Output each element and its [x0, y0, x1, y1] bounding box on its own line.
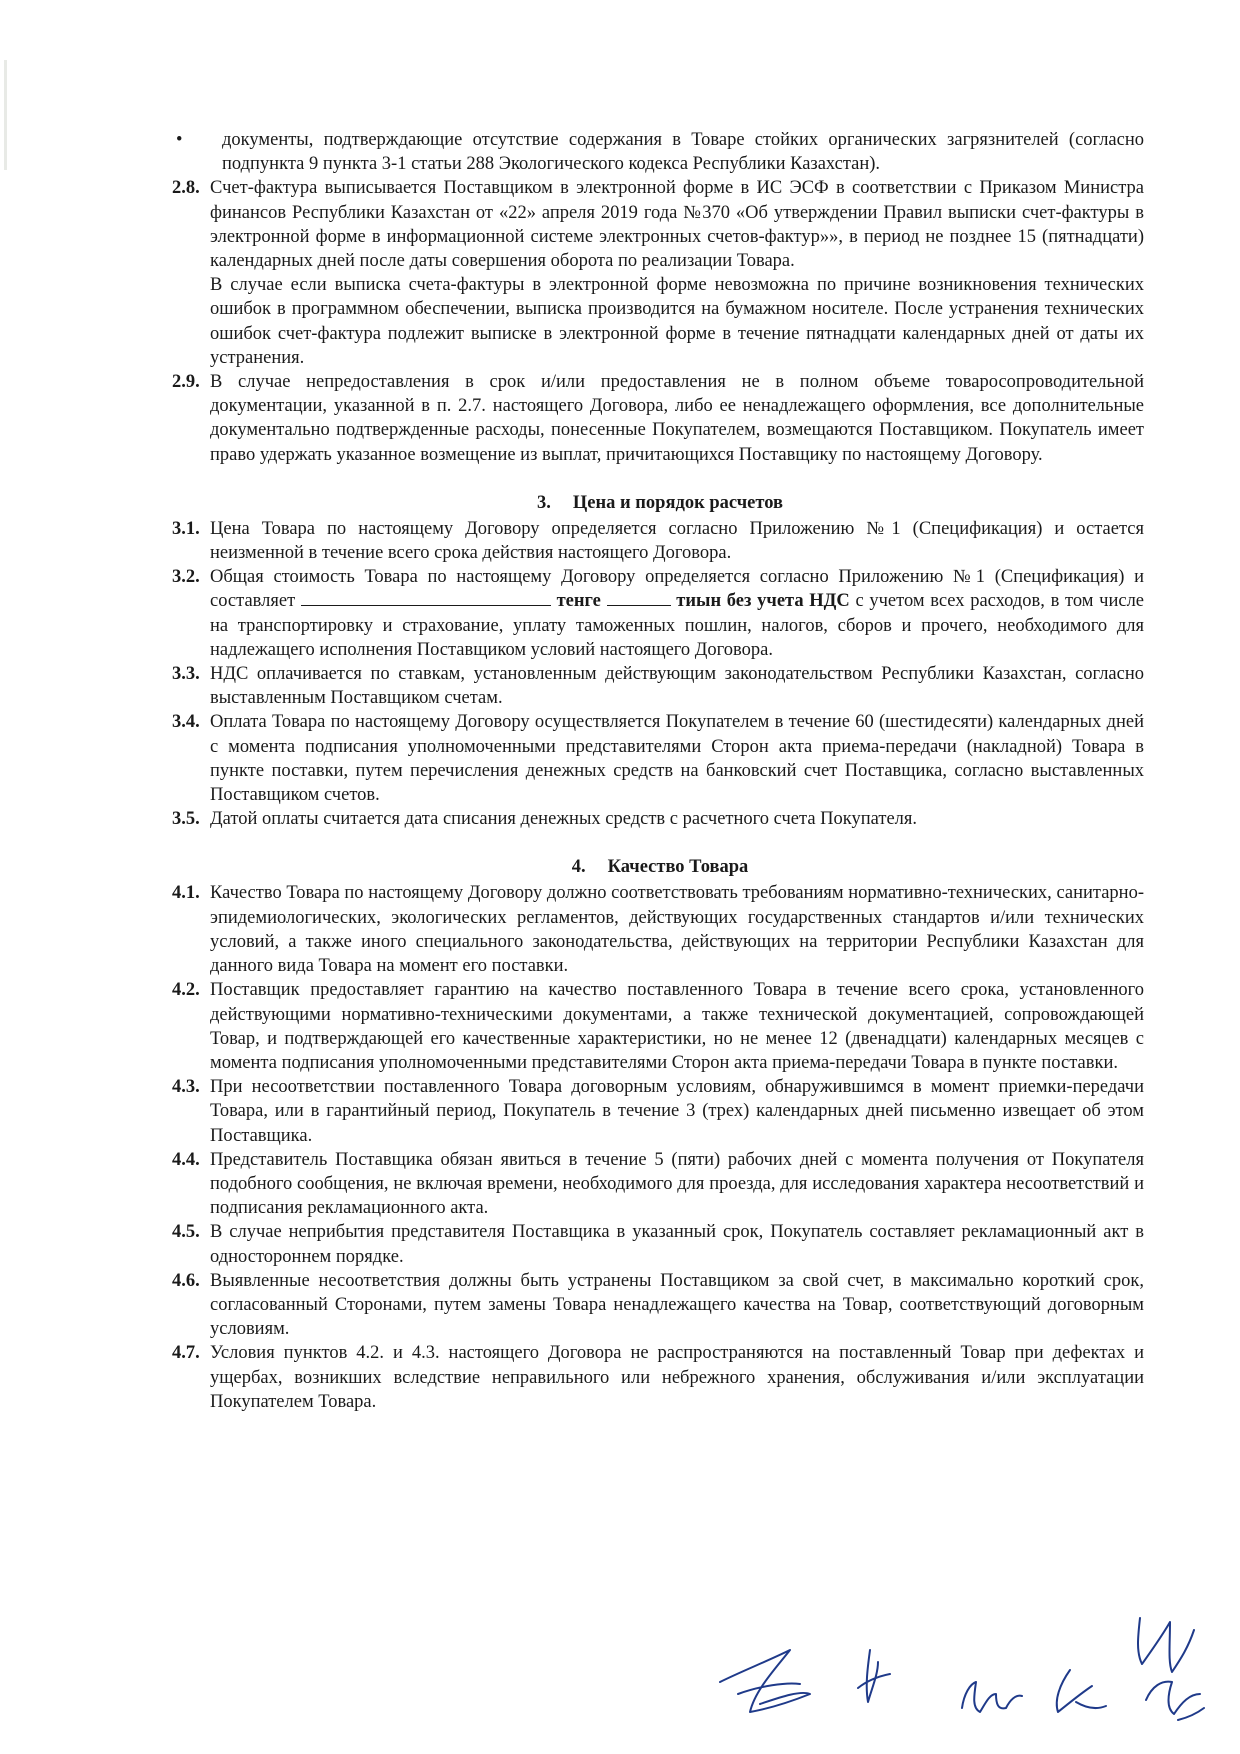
- signature-mark-3: [962, 1682, 1022, 1712]
- clause-number: 3.3.: [172, 664, 200, 685]
- clause-text: При несоответствии поставленного Товара договорным условиям, обнаружившимся в момент приемки-передачи Товара, или в гарантийный период, Покупатель в течение 3 (трех) календарных дней письменно извещает об этом Поставщика.: [210, 1077, 1144, 1146]
- signature-mark-5: [1138, 1618, 1204, 1720]
- section-heading: Качество Товара: [607, 857, 749, 878]
- clause-2-8: [172, 176, 1144, 370]
- clause-text-part: Общая стоимость Товара по настоящему Договору определяется согласно Приложению №1 (Спецификация) и составляет: [210, 567, 1144, 612]
- clause-number: 3.2.: [172, 567, 200, 588]
- bullet-marker: •: [176, 130, 183, 150]
- currency-tenge: тенге: [556, 591, 601, 612]
- clause-4-4: [172, 1148, 1144, 1221]
- clause-3-3: [172, 662, 1144, 710]
- clause-text-part: с учетом всех расходов, в том числе на транспортировку и страхование, уплату таможенных пошлин, налогов, сборов и прочего, необходимого для надлежащего исполнения Поставщиком условий настоящего Договора.: [210, 591, 1145, 660]
- signature-mark-4: [1057, 1670, 1106, 1712]
- clause-4-7: [172, 1341, 1144, 1414]
- clause-3-1: [172, 517, 1144, 565]
- section-title-4: [176, 855, 1144, 881]
- bullet-item: [176, 128, 1144, 176]
- clause-number: 2.9.: [172, 372, 200, 393]
- section-number: 4.: [571, 857, 586, 878]
- clause-text: В случае непредоставления в срок и/или предоставления не в полном объеме товаросопроводительной документации, указанной в п. 2.7. настоящего Договора, либо ее ненадлежащего оформления, все дополнительные документально подтвержденные расходы, понесенные Покупателем, возмещаются Поставщиком. Покупатель имеет право удержать указанное возмещение из выплат, причитающихся Поставщику по настоящему Договору.: [210, 372, 1144, 465]
- clause-text: Выявленные несоответствия должны быть устранены Поставщиком за свой счет, в максимально короткий срок, согласованный Сторонами, путем замены Товара ненадлежащего качества на Товар, соответствующий договорным условиям.: [210, 1270, 1144, 1340]
- section-number: 3.: [536, 492, 551, 513]
- clause-3-2: [172, 565, 1145, 662]
- currency-tiyn-no-vat: тиын без учета НДС: [676, 591, 850, 612]
- clause-4-5: [172, 1220, 1144, 1268]
- signature-mark-1: [720, 1650, 810, 1712]
- section-title-3: [176, 491, 1144, 517]
- clause-number: 4.6.: [172, 1270, 200, 1291]
- clause-number: 3.4.: [172, 712, 200, 733]
- clause-3-4: [172, 710, 1144, 807]
- clause-text: Оплата Товара по настоящему Договору осуществляется Покупателем в течение 60 (шестидесяти) календарных дней с момента подписания уполномоченными представителями Сторон акта приема-передачи (накладной) Товара в пункте поставки, путем перечисления денежных средств на банковский счет Поставщика, согласно выставленных Поставщиком счетов.: [210, 712, 1144, 806]
- section-heading: Цена и порядок расчетов: [572, 492, 784, 513]
- clause-number: 2.8.: [172, 178, 200, 199]
- clause-number: 3.1.: [172, 518, 200, 539]
- clause-number: 3.5.: [172, 809, 200, 830]
- clause-text: В случае неприбытия представителя Поставщика в указанный срок, Покупатель составляет рекламационный акт в одностороннем порядке.: [210, 1222, 1144, 1267]
- amount-blank-tiyn: [607, 589, 671, 606]
- signature-mark-2: [858, 1650, 890, 1702]
- bullet-text: документы, подтверждающие отсутствие содержания в Товаре стойких органических загрязнителей (согласно подпункта 9 пункта 3-1 статьи 288 Экологического кодекса Республики Казахстан).: [222, 130, 1144, 175]
- clause-text: Поставщик предоставляет гарантию на качество поставленного Товара в течение всего срока, установленного действующими нормативно-техническими документами, а также технической документацией, сопровождающей Товар, и подтверждающей его качественные характеристики, но не менее 12 (двенадцати) календарных месяцев с момента подписания уполномоченными представителями Сторон акта приема-передачи Товара в пункте поставки.: [210, 980, 1144, 1073]
- clause-text: [210, 565, 1144, 662]
- handwritten-signatures: [700, 1590, 1220, 1740]
- clause-text: НДС оплачивается по ставкам, установленным действующим законодательством Республики Казахстан, согласно выставленным Поставщиком счетам.: [210, 664, 1144, 709]
- clause-text: Цена Товара по настоящему Договору определяется согласно Приложению №1 (Спецификация) и остается неизменной в течение всего срока действия настоящего Договора.: [210, 518, 1144, 564]
- clause-text: Качество Товара по настоящему Договору должно соответствовать требованиям нормативно-технических, санитарно-эпидемиологических, экологических регламентов, действующих государственных стандартов и/или технических условий, а также иного специального законодательства, действующих на территории Республики Казахстан для данного вида Товара на момент его поставки.: [210, 883, 1144, 977]
- clause-number: 4.1.: [172, 883, 200, 904]
- clause-text: Счет-фактура выписывается Поставщиком в электронной форме в ИС ЭСФ в соответствии с Приказом Министра финансов Республики Казахстан от «22» апреля 2019 года №370 «Об утверждении Правил выписки счет-фактуры в электронной форме в информационной системе электронных счетов-фактур»», в период не позднее 15 (пятнадцати) календарных дней после даты совершения оборота по реализации Товара.: [210, 178, 1144, 272]
- clause-2-9: [172, 370, 1144, 467]
- clause-3-5: [172, 807, 1144, 831]
- clause-4-1: [172, 881, 1144, 978]
- clause-text: В случае если выписка счета-фактуры в электронной форме невозможна по причине возникновения технических ошибок в программном обеспечении, выписка производится на бумажном носителе. После устранения технических ошибок счет-фактура подлежит выписке в электронной форме в течение пятнадцати календарных дней от даты их устранения.: [210, 275, 1144, 368]
- clause-text: Датой оплаты считается дата списания денежных средств с расчетного счета Покупателя.: [210, 809, 918, 830]
- document-body: [172, 128, 1145, 1414]
- clause-number: 4.3.: [172, 1077, 200, 1098]
- clause-number: 4.4.: [172, 1149, 200, 1170]
- clause-4-6: [172, 1269, 1144, 1342]
- scan-edge-artifact: [4, 60, 7, 170]
- clause-number: 4.7.: [172, 1343, 200, 1364]
- amount-blank-tenge: [301, 589, 551, 606]
- clause-4-3: [172, 1075, 1144, 1148]
- clause-text: Представитель Поставщика обязан явиться в течение 5 (пяти) рабочих дней с момента получения от Покупателя подобного сообщения, не включая времени, необходимого для проезда, для исследования характера несоответствий и подписания рекламационного акта.: [210, 1149, 1144, 1219]
- clause-text: Условия пунктов 4.2. и 4.3. настоящего Договора не распространяются на поставленный Товар при дефектах и ущербах, возникших вследствие неправильного или небрежного хранения, обслуживания и/или эксплуатации Покупателем Товара.: [210, 1343, 1144, 1412]
- clause-number: 4.2.: [172, 980, 200, 1001]
- clause-4-2: [172, 978, 1144, 1075]
- clause-number: 4.5.: [172, 1222, 200, 1243]
